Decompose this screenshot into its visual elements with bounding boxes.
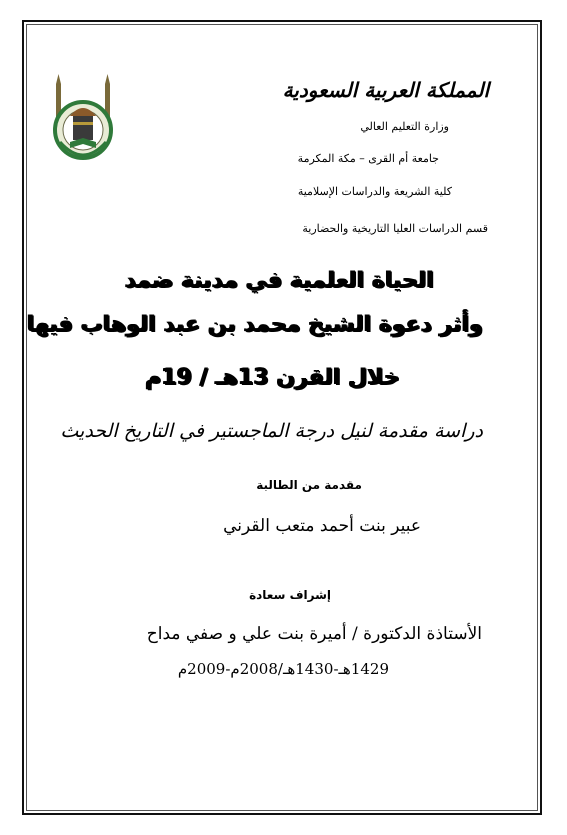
thesis-title-line-3: خلال القرن 13هـ / 19م (145, 365, 400, 390)
student-name: عبير بنت أحمد متعب القرني (223, 516, 421, 536)
thesis-title-line-1: الحياة العلمية في مدينة ضمد (124, 268, 434, 293)
department-name: قسم الدراسات العليا التاريخية والحضارية (302, 222, 488, 235)
university-name: جامعة أم القرى – مكة المكرمة (297, 152, 439, 165)
presented-by-label: مقدمة من الطالبة (256, 478, 362, 492)
academic-years: 1429هـ-1430هـ/2008م-2009م (177, 660, 389, 678)
study-description: دراسة مقدمة لنيل درجة الماجستير في التاريخ الحديث (60, 420, 483, 442)
college-name: كلية الشريعة والدراسات الإسلامية (297, 185, 452, 198)
kingdom-name: المملكة العربية السعودية (282, 78, 489, 102)
supervisor-name: الأستاذة الدكتورة / أميرة بنت علي و صفي مداح (146, 624, 482, 644)
thesis-title-line-2: وأثر دعوة الشيخ محمد بن عبد الوهاب فيها (27, 312, 483, 337)
supervision-label: إشراف سعادة (249, 588, 331, 602)
university-logo-icon (52, 70, 114, 166)
ministry-name: وزارة التعليم العالي (360, 120, 449, 133)
